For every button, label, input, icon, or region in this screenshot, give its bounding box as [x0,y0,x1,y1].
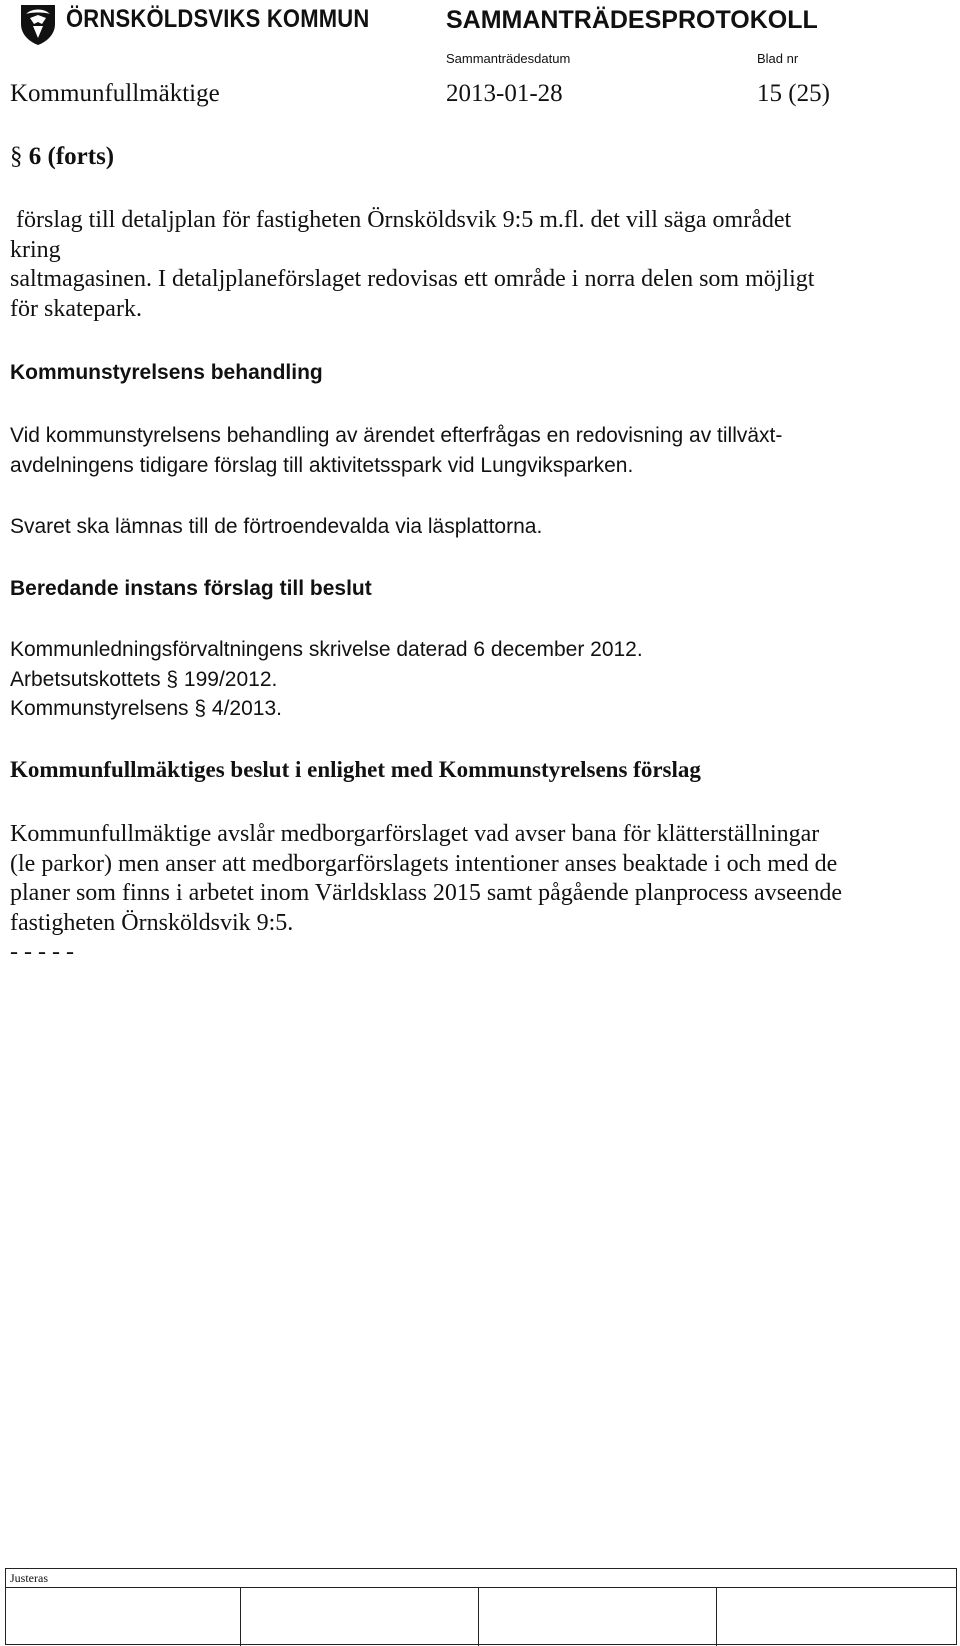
municipal-coat-of-arms-logo [18,2,58,46]
intro-line: för skatepark. [10,295,142,322]
signature-table [5,1568,957,1645]
proposal-line: Kommunledningsförvaltningens skrivelse daterad 6 december 2012. [10,638,643,661]
signature-table-header [6,1569,956,1588]
meeting-body: Kommunfullmäktige [10,80,220,107]
decision-line: (le parkor) men anser att medborgarförslagets intentioner anses beaktade i och med de [10,850,838,877]
intro-line: förslag till detaljplan för fastigheten Örnsköldsvik 9:5 m.fl. det vill säga området [10,207,792,233]
ks-line: Vid kommunstyrelsens behandling av ärendet efterfrågas en redovisning av tillväxt- [10,424,783,447]
intro-line: kring [10,236,61,263]
decision-line: fastigheten Örnsköldsvik 9:5. [10,909,294,936]
ks-line: avdelningens tidigare förslag till aktivitetsspark vid Lungviksparken. [10,453,634,477]
page-number-label: Blad nr [757,51,799,66]
proposal-list [10,635,940,724]
signature-cell [478,1587,479,1646]
intro-line: saltmagasinen. I detaljplaneförslaget redovisas ett område i norra delen som möjligt [10,266,815,292]
section-title: 6 (forts) [28,143,115,170]
proposal-line: Kommunstyrelsens § 4/2013. [10,697,282,720]
decision-heading: Kommunfullmäktiges beslut i enlighet med Kommunstyrelsens förslag [10,757,701,782]
ks-answer: Svaret ska lämnas till de förtroendevalda via läsplattorna. [10,515,543,538]
page-number: 15 (25) [757,80,830,107]
decision-paragraph [10,820,940,968]
document-title: SAMMANTRÄDESPROTOKOLL [446,6,818,34]
proposal-line: Arbetsutskottets § 199/2012. [10,667,278,691]
signature-label: Justeras [10,1571,48,1585]
meeting-date-label: Sammanträdesdatum [446,51,571,66]
ks-paragraph [10,421,940,480]
section-symbol: § [10,143,23,170]
signature-cell [240,1587,241,1646]
organization-name: ÖRNSKÖLDSVIKS KOMMUN [66,4,370,33]
end-marker: - - - - - [10,939,74,965]
proposal-heading: Beredande instans förslag till beslut [10,577,372,600]
meeting-date: 2013-01-28 [446,80,563,107]
signature-cell [716,1587,717,1646]
section-heading [10,143,114,171]
intro-paragraph [10,206,940,324]
ks-heading: Kommunstyrelsens behandling [10,361,323,384]
decision-line: Kommunfullmäktige avslår medborgarförslaget vad avser bana för klätterställningar [10,821,820,847]
decision-line: planer som finns i arbetet inom Världsklass 2015 samt pågående planprocess avseende [10,880,842,906]
